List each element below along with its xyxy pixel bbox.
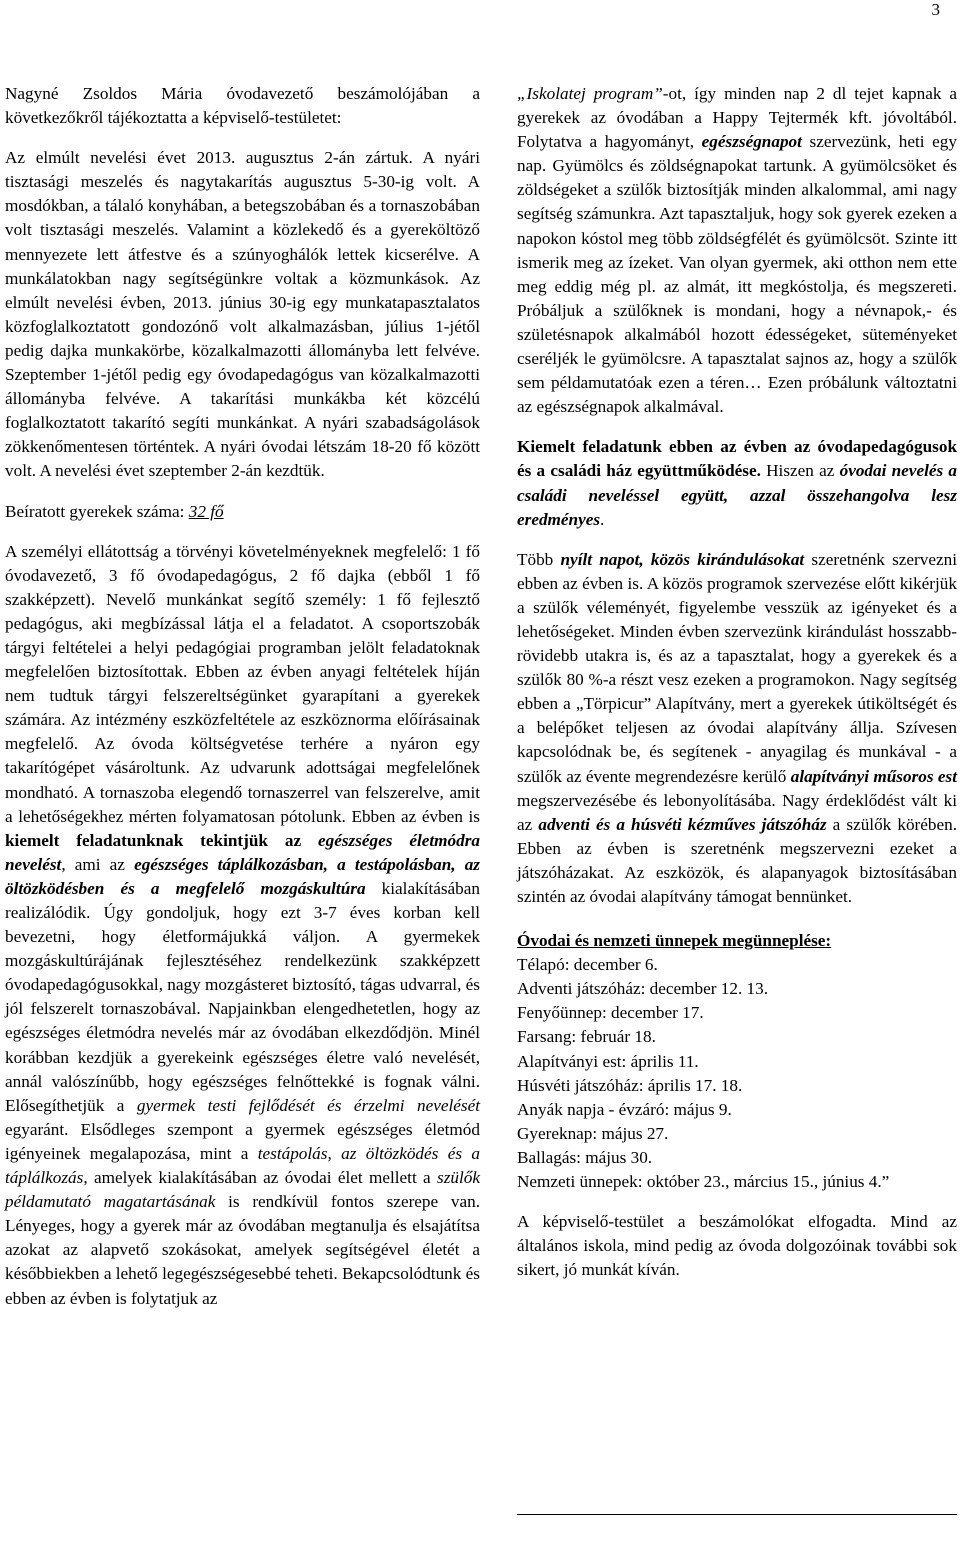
list-item: Nemzeti ünnepek: október 23., március 15., június 4.” — [517, 1172, 890, 1192]
list-item: Farsang: február 18. — [517, 1027, 656, 1047]
text-run: egyaránt. Elsődleges szempont a gyermek egészséges életmód igényeinek megalapozása, mint a — [5, 1119, 480, 1163]
text-run: Több — [517, 549, 561, 569]
text-run: szervezünk, heti egy nap. Gyümölcs és zöldségnapokat tartunk. A gyümölcsöket és zöldségeket a szülők biztosítják minden alkalommal, ami nagy segítség számunkra. Azt tapasztaljuk, hogy sok gyerek ezeken a napokon kóstol meg több zöldségfélét és gyümölcsöt. Szinte itt ismerik meg az ízeket. Van olyan gyermek, aki otthon nem ette meg eddig még pl. az almát, itt megkóstolja, és megszereti. Próbáljuk a szülőknek is mondani, hogy a névnapok,- és születésnapok alkalmából hozott édességeket, süteményeket cseréljék le gyümölcsre. A tapasztalat sajnos az, hogy a szülők sem példamutatóak ezen a téren… Ezen próbálunk változtatni az egészségnapok alkalmával. — [517, 132, 957, 417]
page-number: 3 — [931, 0, 940, 19]
closing-divider — [517, 1514, 957, 1515]
bold-italic-run: alapítványi műsoros est — [790, 766, 957, 786]
list-item: Alapítványi est: április 11. — [517, 1051, 699, 1071]
text-run: kialakításában realizálódik. Úgy gondoljuk, hogy ezt 3-7 éves korban kell bevezetni, hogy életformájukká váljon. A gyermekek mozgáskultúrájának fejlesztéséhez rendelkezünk szakképzett óvodapedagógusokkal, nagy mozgásteret biztosító, tágas udvarral, és jól felszerelt tornaszobával. Napjainkban elengedhetetlen, hogy az egészséges életmódra nevelés már az óvodában elkezdődjön. Minél korábban kezdjük a gyerekeink egészséges életre való nevelését, annál valószínűbb, hogy egészséges felnőttekké is fognak válni. Elősegíthetjük a — [5, 878, 480, 1115]
bold-italic-run: egészséges életmódra nevelést — [5, 830, 480, 874]
bold-run: Kiemelt feladatunk ebben az évben az óvodapedagógusok és a családi ház együttműködése. — [517, 437, 957, 481]
summer-paragraph: Az elmúlt nevelési évet 2013. augusztus 2-án zártuk. A nyári tisztasági meszelés és nagytakarítás augusztus 5-30-ig volt. A mosdókban, a tálaló konyhában, a betegszobában és a tornaszobában volt tisztasági meszelés. Valamint a közlekedő és a gyereköltöző mennyezete lett átfestve és a szúnyoghálók lettek kicserélve. A munkálatokban nagy segítségünkre voltak a közmunkások. Az elmúlt nevelési évben, 2013. június 30-ig egy munkatapasztalatos közfoglalkoztatott gondozónő volt alkalmazásban, július 1-jétől pedig dajka munkakörbe, közalkalmazotti állományba lett felvéve. Szeptember 1-jétől pedig egy óvodapedagógus van közalkalmazotti állományba felvéve. A takarítási munkákba két közcélú foglalkoztatott takarító segíti munkánkat. A nyári szabadságolások zökkenőmentesen történtek. A nyári óvodai létszám 18-20 fő között volt. A nevelési évet szeptember 2-án kezdtük. — [5, 148, 480, 481]
bold-italic-run: adventi és a húsvéti kézműves játszóház — [538, 814, 827, 834]
enrolled-line — [5, 500, 480, 524]
enrolled-label: Beíratott gyerekek száma: — [5, 501, 189, 521]
bold-italic-run: nyílt napot, közös kirándulásokat — [560, 549, 805, 569]
left-column — [5, 82, 480, 1311]
list-item: Télapó: december 6. — [517, 955, 658, 975]
events-list — [517, 953, 957, 1194]
text-run: A személyi ellátottság a törvényi követelményeknek megfelelő: 1 fő óvodavezető, 3 fő óvodapedagógus, 2 fő dajka (ebből 1 fő szakképzett). Nevelő munkánkat segítő személy: 1 fő fejlesztő pedagógus, aki megbízással látja el a feladatot. A csoportszobák tárgyi feltételei a helyi pedagógiai programban jelölt feladatoknak megfelelően biztosítottak. Ebben az évben anyagi feltételek híján nem tudtuk tárgyi felszereltségünket gyarapítani a gyerekek számára. Az intézmény eszközfeltétele az eszköznorma előírásainak megfelelő. Az óvoda költségvetése terhére a nyáron egy takarítógépet vásároltunk. Az udvarunk adottságai megfelelőnek mondható. A tornaszoba elegendő tornaszerrel van felszerelve, amit a lehetőségekhez mérten folyamatosan pótolunk. Ebben az évben is — [5, 541, 480, 826]
bold-italic-run: óvodai nevelés a családi neveléssel együtt, azzal összehangolva lesz eredményes — [517, 461, 957, 529]
list-item: Gyereknap: május 27. — [517, 1123, 669, 1143]
list-item: Fenyőünnep: december 17. — [517, 1003, 704, 1023]
list-item: Anyák napja - évzáró: május 9. — [517, 1099, 732, 1119]
italic-run: szülők példamutató magatartásának — [5, 1168, 480, 1212]
staffing-paragraph — [5, 540, 480, 1311]
italic-run: testápolás, az öltözködés és a táplálkozás — [5, 1143, 480, 1188]
text-run: Hiszen az — [760, 461, 840, 481]
bold-italic-run: egészséges táplálkozásban, a testápolásban, az öltözködésben és a megfelelő mozgáskultúra — [5, 854, 480, 898]
text-run: a szülők körében. Ebben az évben is szeretnénk megszervezni ezeket a játszóházakat. Az eszközök, és alapanyagok biztosításában szintén az óvodai alapítvány támogat bennünket. — [517, 814, 957, 906]
text-run: is rendkívül fontos szerepe van. Lényeges, hogy a gyerek már az óvodában megtanulja és elsajátítsa azokat az alapvető szokásokat, amelyek segítségével életét a későbbiekben a lehető legegészségesebbé teheti. Bekapcsolódtunk és ebben az évben is folytatjuk az — [5, 1192, 480, 1308]
text-run: . — [600, 509, 605, 529]
text-run: megszervezésébe és lebonyolításába. Nagy érdeklődést vált ki az — [517, 790, 957, 834]
list-item: Adventi játszóház: december 12. 13. — [517, 979, 769, 999]
text-run: szeretnénk szervezni ebben az évben is. A közös programok szervezése előtt kikérjük a szülők véleményét, figyelembe vesszük az igényeket és a lehetőségeket. Minden évben szervezünk kirándulást hosszabb-rövidebb utakra is, és az a tapasztalat, hogy a gyerekek és a szülők 80 %-a részt vesz ezeken a programokon. Nagy segítség ebben a „Törpicur” Alapítvány, mert a gyerekek útiköltségét és a belépőket teljesen az óvodai alapítvány állja. Szívesen kapcsolódnak be, és segítenek - anyagilag és munkával - a szülők az évente megrendezésre kerülő — [517, 549, 958, 786]
text-run: , ami az — [61, 854, 135, 874]
right-column — [517, 82, 957, 1282]
programs-paragraph — [517, 548, 957, 909]
italic-run: gyermek testi fejlődését és érzelmi nevelését — [136, 1095, 481, 1115]
intro-paragraph: Nagyné Zsoldos Mária óvodavezető beszámolójában a következőkről tájékoztatta a képviselő-testületet: — [5, 84, 480, 128]
family-cooperation-paragraph — [517, 435, 957, 531]
list-item: Ballagás: május 30. — [517, 1147, 653, 1167]
bold-run: kiemelt feladatunknak tekintjük az — [5, 830, 318, 850]
bold-italic-run: egészségnapot — [701, 132, 802, 152]
italic-run: „Iskolatej program” — [517, 84, 663, 103]
enrolled-value: 32 fő — [188, 501, 224, 521]
text-run: -ot, így minden nap 2 dl tejet kapnak a gyerekek az óvodában a Happy Tejtermék kft. jóvoltából. Folytatva a hagyományt, — [517, 84, 958, 152]
closing-paragraph: A képviselő-testület a beszámolókat elfogadta. Mind az általános iskola, mind pedig az óvoda dolgozóinak további sok sikert, jó munkát kíván. — [517, 1212, 957, 1280]
events-heading: Óvodai és nemzeti ünnepek megünneplése: — [517, 931, 832, 951]
milk-program-paragraph — [517, 82, 957, 419]
text-run: , amelyek kialakításában az óvodai élet mellett a — [83, 1168, 438, 1188]
list-item: Húsvéti játszóház: április 17. 18. — [517, 1075, 743, 1095]
